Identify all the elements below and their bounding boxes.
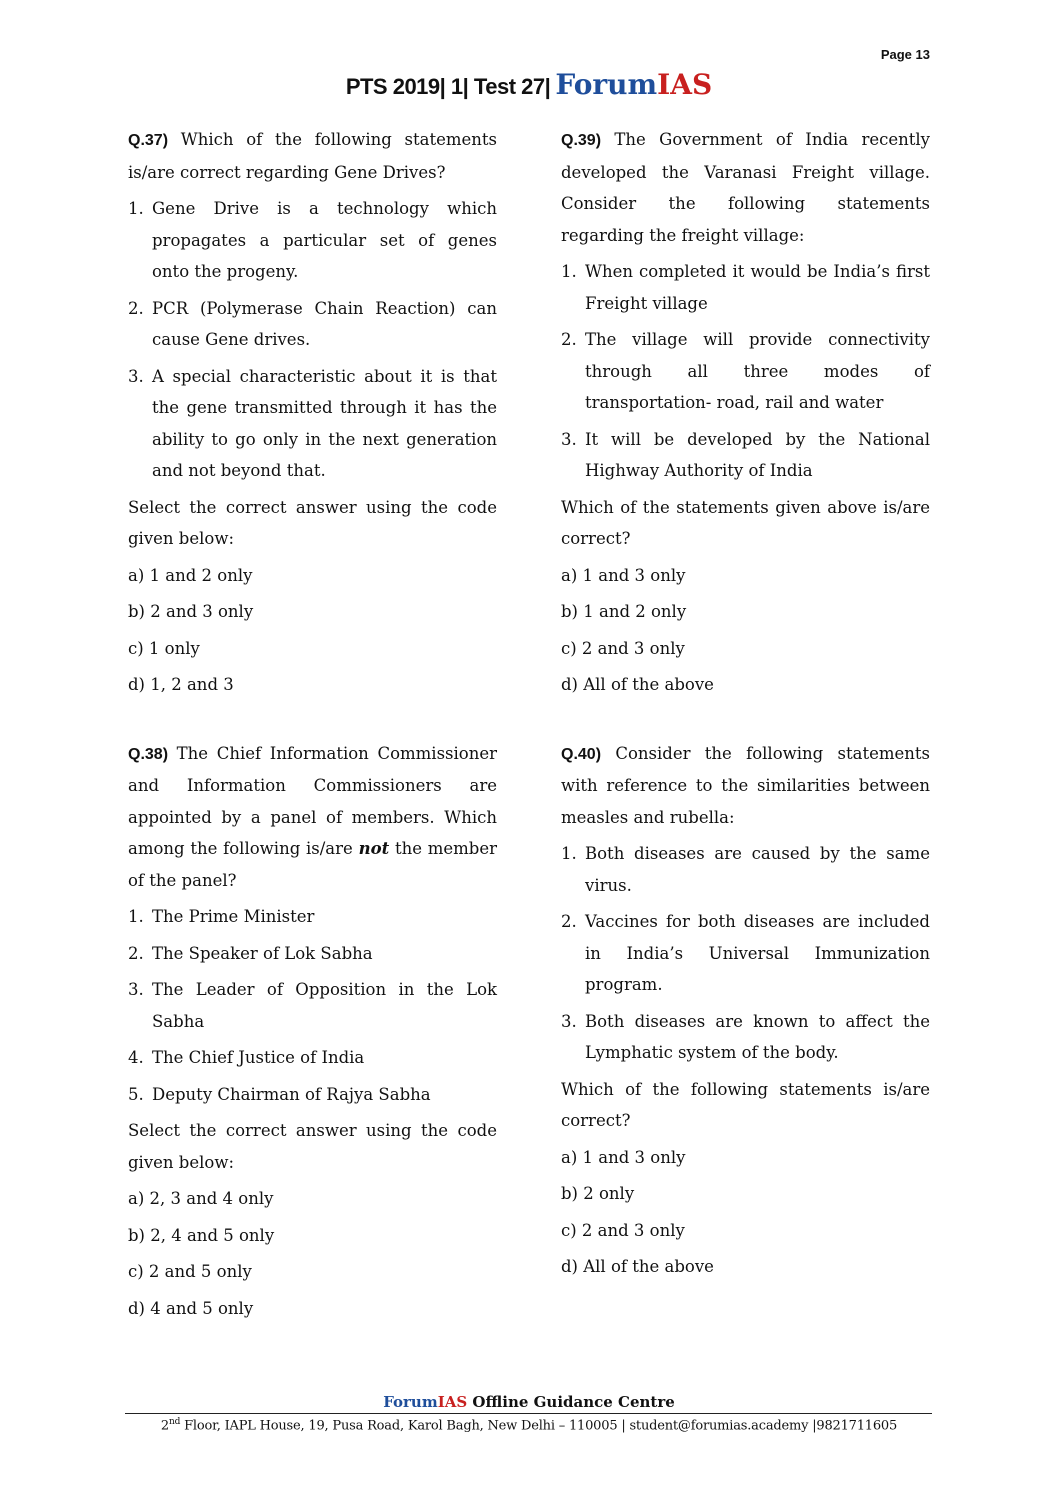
emphasis-not: not	[358, 839, 390, 858]
statement: 2. Vaccines for both diseases are included in India’s Universal Immunization program.	[561, 912, 930, 994]
option-c: c) 2 and 3 only	[561, 1220, 685, 1240]
question-number: Q.38)	[128, 745, 169, 763]
question-stem: Q.39) The Government of India recently developed the Varanasi Freight village. Consider the following statements regarding the freight village:	[561, 130, 931, 245]
question-stem: Q.38) The Chief Information Commissioner and Information Commissioners are appointed by a panel of members. Which among the following is/are not the member of the panel?	[128, 743, 498, 890]
question-number: Q.39)	[561, 132, 602, 149]
forumias-logo: ForumIAS	[555, 68, 713, 101]
question-stem: Q.37) Which of the following statements is/are correct regarding Gene Drives?	[128, 130, 498, 182]
statement: 1. Both diseases are caused by the same virus.	[561, 844, 930, 895]
option-d: d) All of the above	[561, 1257, 714, 1276]
question-40	[561, 738, 930, 1283]
option-b: b) 2, 4 and 5 only	[128, 1225, 275, 1245]
instruction: Select the correct answer using the code given below:	[128, 497, 497, 548]
option-b: b) 2 only	[561, 1184, 635, 1203]
option-a: a) 1 and 3 only	[561, 1147, 686, 1167]
footer-title: ForumIAS Offline Guidance Centre	[383, 1393, 675, 1411]
statement: 3. A special characteristic about it is that the gene transmitted through it has the ability to go only in the next generation and not beyond that.	[128, 366, 497, 480]
question-number: Q.37)	[128, 132, 169, 149]
question-38	[128, 738, 497, 1325]
statement: 3. It will be developed by the National Highway Authority of India	[561, 429, 930, 480]
option-c: c) 1 only	[128, 638, 200, 658]
right-column	[561, 124, 930, 1320]
option-a: a) 2, 3 and 4 only	[128, 1189, 274, 1208]
option-c: c) 2 and 3 only	[561, 638, 685, 658]
statement: 2. PCR (Polymerase Chain Reaction) can cause Gene drives.	[128, 298, 497, 349]
option-b: b) 2 and 3 only	[128, 602, 254, 621]
page-number: Page 13	[880, 47, 930, 62]
statement: 3. The Leader of Opposition in the Lok Sabha	[128, 980, 497, 1031]
question-37	[128, 124, 497, 701]
instruction: Select the correct answer using the code given below:	[128, 1121, 497, 1172]
test-title: PTS 2019| 1| Test 27|	[345, 74, 551, 99]
statement: 5. Deputy Chairman of Rajya Sabha	[128, 1084, 431, 1104]
left-column	[128, 124, 497, 1361]
instruction: Which of the statements given above is/are correct?	[561, 497, 930, 548]
statement: 1. Gene Drive is a technology which propagates a particular set of genes onto the progeny.	[128, 199, 497, 281]
option-d: d) All of the above	[561, 675, 714, 694]
footer-divider	[125, 1413, 932, 1414]
option-b: b) 1 and 2 only	[561, 602, 687, 621]
instruction: Which of the following statements is/are correct?	[561, 1079, 930, 1130]
footer-address: 2nd Floor, IAPL House, 19, Pusa Road, Karol Bagh, New Delhi – 110005 | student@forumias.academy |9821711605	[160, 1417, 898, 1434]
question-number: Q.40)	[561, 745, 602, 763]
statement: 4. The Chief Justice of India	[128, 1048, 365, 1067]
option-a: a) 1 and 3 only	[561, 565, 686, 585]
question-stem: Q.40) Consider the following statements with reference to the similarities between measles and rubella:	[561, 743, 930, 827]
option-c: c) 2 and 5 only	[128, 1262, 252, 1281]
statement: 1. The Prime Minister	[128, 907, 315, 926]
option-d: d) 4 and 5 only	[128, 1298, 254, 1318]
statement: 2. The village will provide connectivity through all three modes of transportation- road, rail and water	[561, 330, 930, 412]
statement: 2. The Speaker of Lok Sabha	[128, 943, 373, 963]
question-39	[561, 124, 930, 701]
option-d: d) 1, 2 and 3	[128, 675, 234, 694]
statement: 3. Both diseases are known to affect the Lymphatic system of the body.	[561, 1011, 930, 1062]
option-a: a) 1 and 2 only	[128, 565, 253, 585]
page-header	[0, 68, 1058, 101]
statement: 1. When completed it would be India’s first Freight village	[561, 262, 930, 313]
